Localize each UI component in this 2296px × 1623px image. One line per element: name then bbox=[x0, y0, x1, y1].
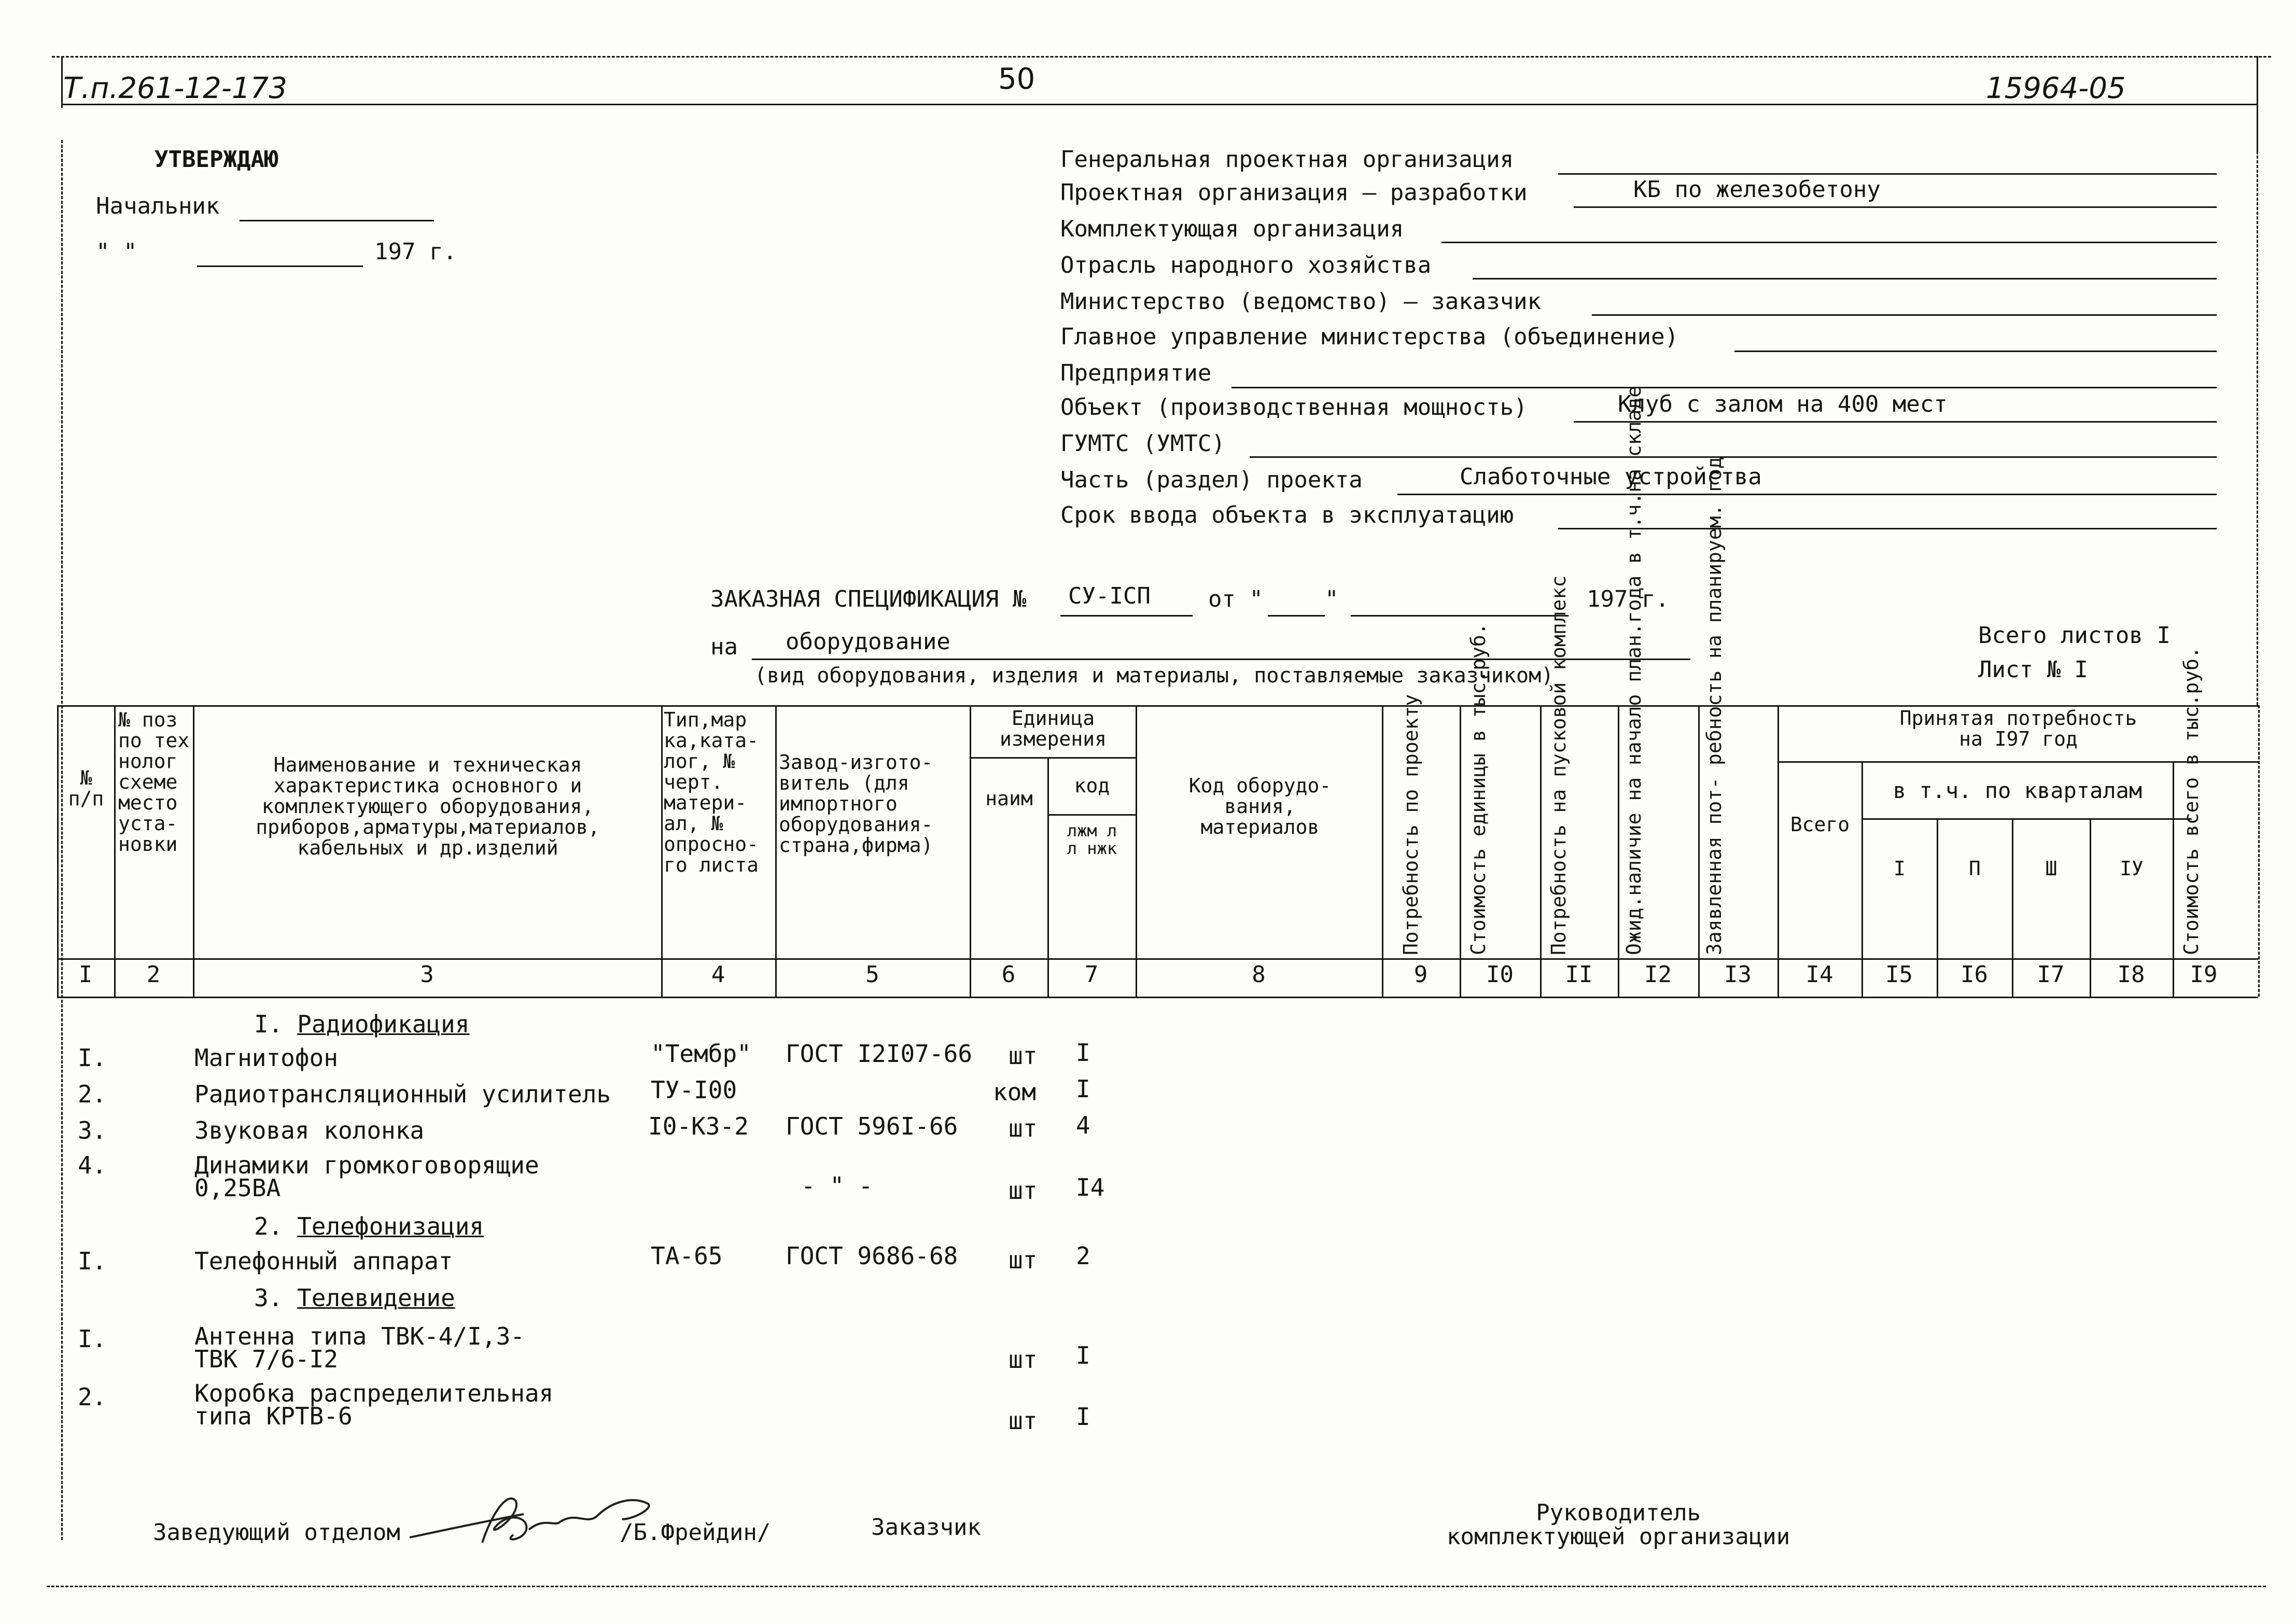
section-title: 2. Телефонизация bbox=[254, 1212, 484, 1240]
colnum: I3 bbox=[1724, 961, 1752, 988]
col-maker-header: Завод-изгото- витель (для импортного оборудования- страна,фирма) bbox=[779, 751, 933, 857]
field-industry: Отрасль народного хозяйства bbox=[1060, 252, 1432, 278]
top-right-tick bbox=[2257, 56, 2258, 155]
col-q1-header: I bbox=[1894, 857, 1906, 880]
col-q4-header: IУ bbox=[2120, 857, 2144, 880]
chief-label: Начальник bbox=[96, 193, 220, 219]
section-title: 3. Телевидение bbox=[254, 1284, 455, 1312]
total-sheets: Всего листов I bbox=[1978, 622, 2171, 649]
right-margin bbox=[2257, 156, 2258, 705]
colnum: 5 bbox=[865, 961, 879, 988]
head-of-department-name: /Б.Фрейдин/ bbox=[620, 1519, 771, 1546]
manager-label: Руководитель комплектующей организации bbox=[1447, 1500, 1790, 1550]
colnum: II bbox=[1565, 961, 1593, 988]
sheet-number: Лист № I bbox=[1978, 656, 2088, 683]
spec-from-quote: " bbox=[1325, 586, 1339, 612]
field-general-org: Генеральная проектная организация bbox=[1060, 146, 1514, 173]
spec-from: от " bbox=[1208, 586, 1263, 612]
colnum: 9 bbox=[1413, 961, 1428, 988]
head-of-department-label: Заведующий отделом bbox=[153, 1519, 400, 1546]
top-left-tick bbox=[61, 56, 63, 108]
field-design-org: Проектная организация – разработки bbox=[1060, 179, 1528, 206]
customer-label: Заказчик bbox=[871, 1514, 981, 1541]
spec-on-label: на bbox=[710, 634, 738, 660]
left-margin bbox=[61, 140, 63, 1540]
colnum: I7 bbox=[2037, 961, 2065, 988]
colnum: I5 bbox=[1885, 961, 1913, 988]
page-number: 50 bbox=[998, 62, 1035, 96]
spec-subject-caption: (вид оборудования, изделия и материалы, поставляемые заказчиком) bbox=[754, 664, 1554, 688]
col-need-header: Потребность по проекту bbox=[1399, 694, 1422, 955]
col-q2-header: П bbox=[1969, 857, 1981, 880]
colnum: I4 bbox=[1805, 961, 1833, 988]
colnum: 8 bbox=[1252, 961, 1266, 988]
colnum: 4 bbox=[711, 961, 725, 988]
col-pos-header: № поз по тех нолог схеме место уста- новки bbox=[118, 708, 190, 856]
header-underline bbox=[61, 104, 2257, 105]
field-part-value: Слаботочные устройства bbox=[1460, 464, 1762, 490]
col-unit-name: наим bbox=[985, 787, 1033, 810]
field-complete-org: Комплектующая организация bbox=[1060, 216, 1404, 242]
colnum: I9 bbox=[2190, 961, 2218, 988]
col-total-cost-header: Стоимость всего в тыс.руб. bbox=[2180, 647, 2203, 955]
colnum: 2 bbox=[146, 961, 161, 988]
spec-title: ЗАКАЗНАЯ СПЕЦИФИКАЦИЯ № bbox=[710, 586, 1027, 612]
doc-number: 15964-05 bbox=[1986, 72, 2126, 105]
col-quarters-header: в т.ч. по кварталам bbox=[1893, 778, 2143, 803]
colnum: 3 bbox=[420, 961, 434, 988]
col-num-header: № п/п bbox=[68, 766, 104, 810]
colnum: I6 bbox=[1961, 961, 1988, 988]
field-commission-date: Срок ввода объекта в эксплуатацию bbox=[1060, 502, 1514, 528]
field-gumts: ГУМТС (УМТС) bbox=[1060, 430, 1225, 457]
col-unit-code: код bbox=[1074, 774, 1110, 797]
colnum: I0 bbox=[1486, 961, 1514, 988]
col-unit-cost-header: Стоимость единицы в тыс.руб. bbox=[1467, 623, 1490, 955]
field-object: Объект (производственная мощность) bbox=[1060, 394, 1528, 421]
section-title: I. Радиофикация bbox=[254, 1010, 470, 1038]
field-object-value: Клуб с залом на 400 мест bbox=[1618, 391, 1948, 417]
date-line bbox=[197, 265, 363, 267]
col-declared-header: Заявленная пот- ребность на планируем. год bbox=[1703, 457, 1726, 955]
field-design-org-value: КБ по железобетону bbox=[1633, 176, 1881, 203]
col-total-header: Всего bbox=[1790, 813, 1850, 836]
top-border bbox=[52, 56, 2271, 58]
col-unit-code-sub: лжм л л нжк bbox=[1067, 821, 1117, 858]
bottom-border bbox=[47, 1586, 2266, 1587]
field-part: Часть (раздел) проекта bbox=[1060, 467, 1363, 493]
col-name-header: Наименование и техническая характеристика основного и комплектующего оборудования, приборов,арматуры,материалов, кабельных и др.изделий bbox=[256, 753, 600, 859]
chief-line bbox=[240, 220, 434, 221]
spec-year: 197 г. bbox=[1587, 586, 1669, 612]
col-type-header: Тип,мар ка,ката- лог, № черт. матери- ал, № опросно- го листа bbox=[664, 708, 759, 876]
spec-number: СУ-IСП bbox=[1068, 583, 1151, 609]
colnum: I bbox=[78, 961, 93, 988]
col-expected-header: Ожид.наличие на начало план.года в т.ч.на складе bbox=[1622, 385, 1645, 955]
col-code-header: Код оборудо- вания, материалов bbox=[1188, 774, 1332, 838]
date-quotes: " " bbox=[96, 239, 137, 265]
colnum: I8 bbox=[2117, 961, 2145, 988]
col-q3-header: Ш bbox=[2045, 857, 2057, 880]
field-ministry: Министерство (ведомство) – заказчик bbox=[1060, 288, 1542, 315]
col-unit-header: Единица измерения bbox=[1000, 707, 1107, 750]
approval-year: 197 г. bbox=[374, 239, 457, 265]
project-code: Т.п.261-12-173 bbox=[63, 72, 287, 105]
spec-subject: оборудование bbox=[786, 628, 950, 655]
colnum: 7 bbox=[1084, 961, 1099, 988]
col-startup-header: Потребность на пусковой комплекс bbox=[1547, 575, 1570, 955]
colnum: 6 bbox=[1001, 961, 1016, 988]
approval-title: УТВЕРЖДАЮ bbox=[155, 146, 278, 173]
colnum: I2 bbox=[1644, 961, 1672, 988]
field-main-dept: Главное управление министерства (объединение) bbox=[1060, 324, 1679, 350]
field-enterprise: Предприятие bbox=[1060, 360, 1212, 386]
col-accepted-header: Принятая потребность на I97 год bbox=[1899, 707, 2137, 750]
